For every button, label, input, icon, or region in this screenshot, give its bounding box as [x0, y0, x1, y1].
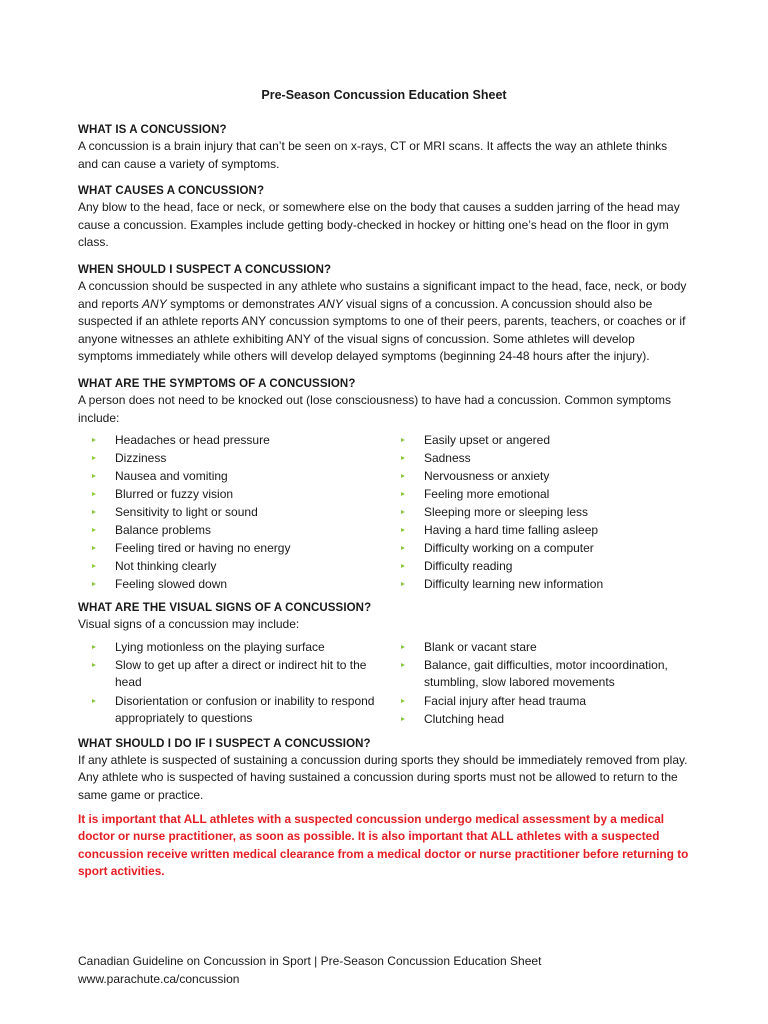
list-item: [92, 576, 387, 593]
section-visual-signs: [78, 601, 690, 730]
symptom-list-left: [78, 432, 387, 594]
list-item-text: Slow to get up after a direct or indirect hit to the head: [115, 658, 367, 690]
footer: [78, 953, 698, 988]
green-triangle-bullet-icon: [92, 438, 96, 442]
green-triangle-bullet-icon: [92, 492, 96, 496]
body-text: symptoms or demonstrates: [166, 296, 319, 311]
list-item: [92, 693, 387, 728]
list-item-text: Headaches or head pressure: [115, 433, 270, 448]
list-item: [92, 504, 387, 521]
section-what-is: [78, 123, 690, 173]
green-triangle-bullet-icon: [92, 564, 96, 568]
list-item-text: Blurred or fuzzy vision: [115, 487, 234, 502]
list-item-text: Dizziness: [115, 451, 167, 466]
list-item-text: Lying motionless on the playing surface: [115, 639, 325, 654]
list-item-text: Having a hard time falling asleep: [423, 523, 599, 538]
list-item-text: Blank or vacant stare: [423, 639, 537, 654]
section-what-to-do: [78, 737, 690, 881]
footer-citation: Canadian Guideline on Concussion in Sport | Pre-Season Concussion Education Sheet: [78, 954, 542, 968]
section-body: Visual signs of a concussion may include:: [78, 616, 300, 631]
green-triangle-bullet-icon: [92, 645, 96, 649]
section-when-suspect: [78, 263, 690, 366]
green-triangle-bullet-icon: [92, 474, 96, 478]
section-symptoms: [78, 377, 690, 594]
section-heading: WHAT CAUSES A CONCUSSION?: [78, 185, 265, 198]
list-item-text: Nausea and vomiting: [115, 469, 228, 484]
green-triangle-bullet-icon: [401, 717, 405, 721]
warning-text: It is important that ALL athletes with a suspected concussion undergo medical assessment by a medical doctor or nurse practitioner, as soon as possible. It is also important that ALL athletes with a suspected concussion receive written medical clearance from a medical doctor or nurse practitioner before returning to sport activities.: [78, 811, 689, 879]
list-item: [92, 657, 387, 692]
green-triangle-bullet-icon: [92, 699, 96, 703]
list-item-text: Feeling more emotional: [423, 487, 550, 502]
green-triangle-bullet-icon: [401, 474, 405, 478]
list-item: [401, 711, 690, 728]
list-item-text: Nervousness or anxiety: [423, 469, 550, 484]
section-body: A person does not need to be knocked out (lose consciousness) to have had a concussion. Common symptoms include:: [78, 392, 672, 425]
section-heading: WHAT ARE THE VISUAL SIGNS OF A CONCUSSION?: [78, 601, 372, 614]
visual-sign-columns: [78, 639, 690, 730]
green-triangle-bullet-icon: [401, 456, 405, 460]
green-triangle-bullet-icon: [401, 438, 405, 442]
green-triangle-bullet-icon: [401, 582, 405, 586]
list-item: [401, 450, 690, 467]
section-body: A concussion is a brain injury that can’t be seen on x-rays, CT or MRI scans. It affects the way an athlete thinks and can cause a variety of symptoms.: [78, 139, 668, 171]
list-item-text: Difficulty learning new information: [423, 577, 604, 591]
section-body: [78, 278, 690, 366]
green-triangle-bullet-icon: [401, 546, 405, 550]
list-item: [92, 558, 387, 575]
green-triangle-bullet-icon: [401, 510, 405, 514]
list-item-text: Sleeping more or sleeping less: [423, 505, 589, 520]
visual-sign-list-left: [78, 639, 387, 730]
emphasis-text: ANY: [142, 296, 167, 311]
green-triangle-bullet-icon: [401, 492, 405, 496]
section-body: If any athlete is suspected of sustaining a concussion during sports they should be immediately removed from play. Any athlete who is suspected of having sustained a concussion during sports must not be allowed to return to the same game or practice.: [78, 752, 688, 802]
list-item-text: Disorientation or confusion or inability to respond appropriately to questions: [115, 693, 375, 726]
green-triangle-bullet-icon: [92, 456, 96, 460]
list-item-text: Balance, gait difficulties, motor incoordination, stumbling, slow labored movements: [423, 658, 668, 690]
list-item: [92, 486, 387, 503]
list-item-text: Facial injury after head trauma: [423, 693, 587, 708]
list-item: [401, 576, 690, 593]
symptom-list-right: [387, 432, 690, 594]
section-heading: WHAT IS A CONCUSSION?: [78, 124, 227, 136]
symptom-columns: [78, 432, 690, 594]
list-item-text: Feeling slowed down: [115, 577, 228, 591]
green-triangle-bullet-icon: [92, 663, 96, 667]
list-item-text: Not thinking clearly: [115, 559, 217, 574]
green-triangle-bullet-icon: [401, 564, 405, 568]
list-item: [401, 558, 690, 575]
green-triangle-bullet-icon: [92, 510, 96, 514]
list-item-text: Clutching head: [423, 712, 504, 727]
list-item: [401, 522, 690, 539]
green-triangle-bullet-icon: [92, 528, 96, 532]
section-causes: [78, 184, 690, 252]
green-triangle-bullet-icon: [401, 663, 405, 667]
document-page: [78, 88, 690, 892]
list-item-text: Easily upset or angered: [423, 433, 551, 448]
list-item-text: Difficulty working on a computer: [423, 541, 594, 556]
list-item-text: Sensitivity to light or sound: [115, 505, 258, 520]
body-text: A concussion should be suspected in any athlete who sustains a significant impact to the head, face, neck, or body and reports: [78, 278, 687, 311]
section-heading: WHAT ARE THE SYMPTOMS OF A CONCUSSION?: [78, 377, 356, 390]
section-heading: WHEN SHOULD I SUSPECT A CONCUSSION?: [78, 263, 332, 276]
green-triangle-bullet-icon: [92, 546, 96, 550]
list-item: [92, 522, 387, 539]
list-item-text: Difficulty reading: [423, 559, 513, 574]
section-body: Any blow to the head, face or neck, or somewhere else on the body that causes a sudden jarring of the head may cause a concussion. Examples include getting body-checked in hockey or hitting one’s head on the floor in gym class.: [78, 200, 680, 250]
list-item: [92, 450, 387, 467]
list-item: [401, 540, 690, 557]
list-item: [401, 432, 690, 449]
visual-sign-list-right: [387, 639, 690, 730]
emphasis-text: ANY: [318, 296, 343, 311]
list-item: [92, 468, 387, 485]
body-text: visual signs of a concussion. A concussion should also be suspected if an athlete reports ANY concussion symptoms to one of their peers, parents, teachers, or coaches or if anyone witnesses an athlete exhibiting ANY of the visual signs of concussion. Some athletes will develop symptoms immediately while others will develop delayed symptoms (beginning 24-48 hours after the injury).: [78, 296, 686, 364]
green-triangle-bullet-icon: [401, 699, 405, 703]
green-triangle-bullet-icon: [401, 645, 405, 649]
list-item: [92, 540, 387, 557]
section-heading: WHAT SHOULD I DO IF I SUSPECT A CONCUSSION?: [78, 737, 371, 750]
footer-link[interactable]: www.parachute.ca/concussion: [78, 971, 240, 986]
list-item: [92, 639, 387, 656]
list-item-text: Sadness: [423, 451, 471, 466]
list-item-text: Feeling tired or having no energy: [115, 541, 291, 556]
list-item: [401, 504, 690, 521]
list-item: [92, 432, 387, 449]
list-item-text: Balance problems: [115, 523, 212, 538]
list-item: [401, 693, 690, 710]
list-item: [401, 468, 690, 485]
list-item: [401, 639, 690, 656]
list-item: [401, 657, 690, 692]
list-item: [401, 486, 690, 503]
document-title: Pre-Season Concussion Education Sheet: [261, 88, 507, 102]
green-triangle-bullet-icon: [92, 582, 96, 586]
green-triangle-bullet-icon: [401, 528, 405, 532]
